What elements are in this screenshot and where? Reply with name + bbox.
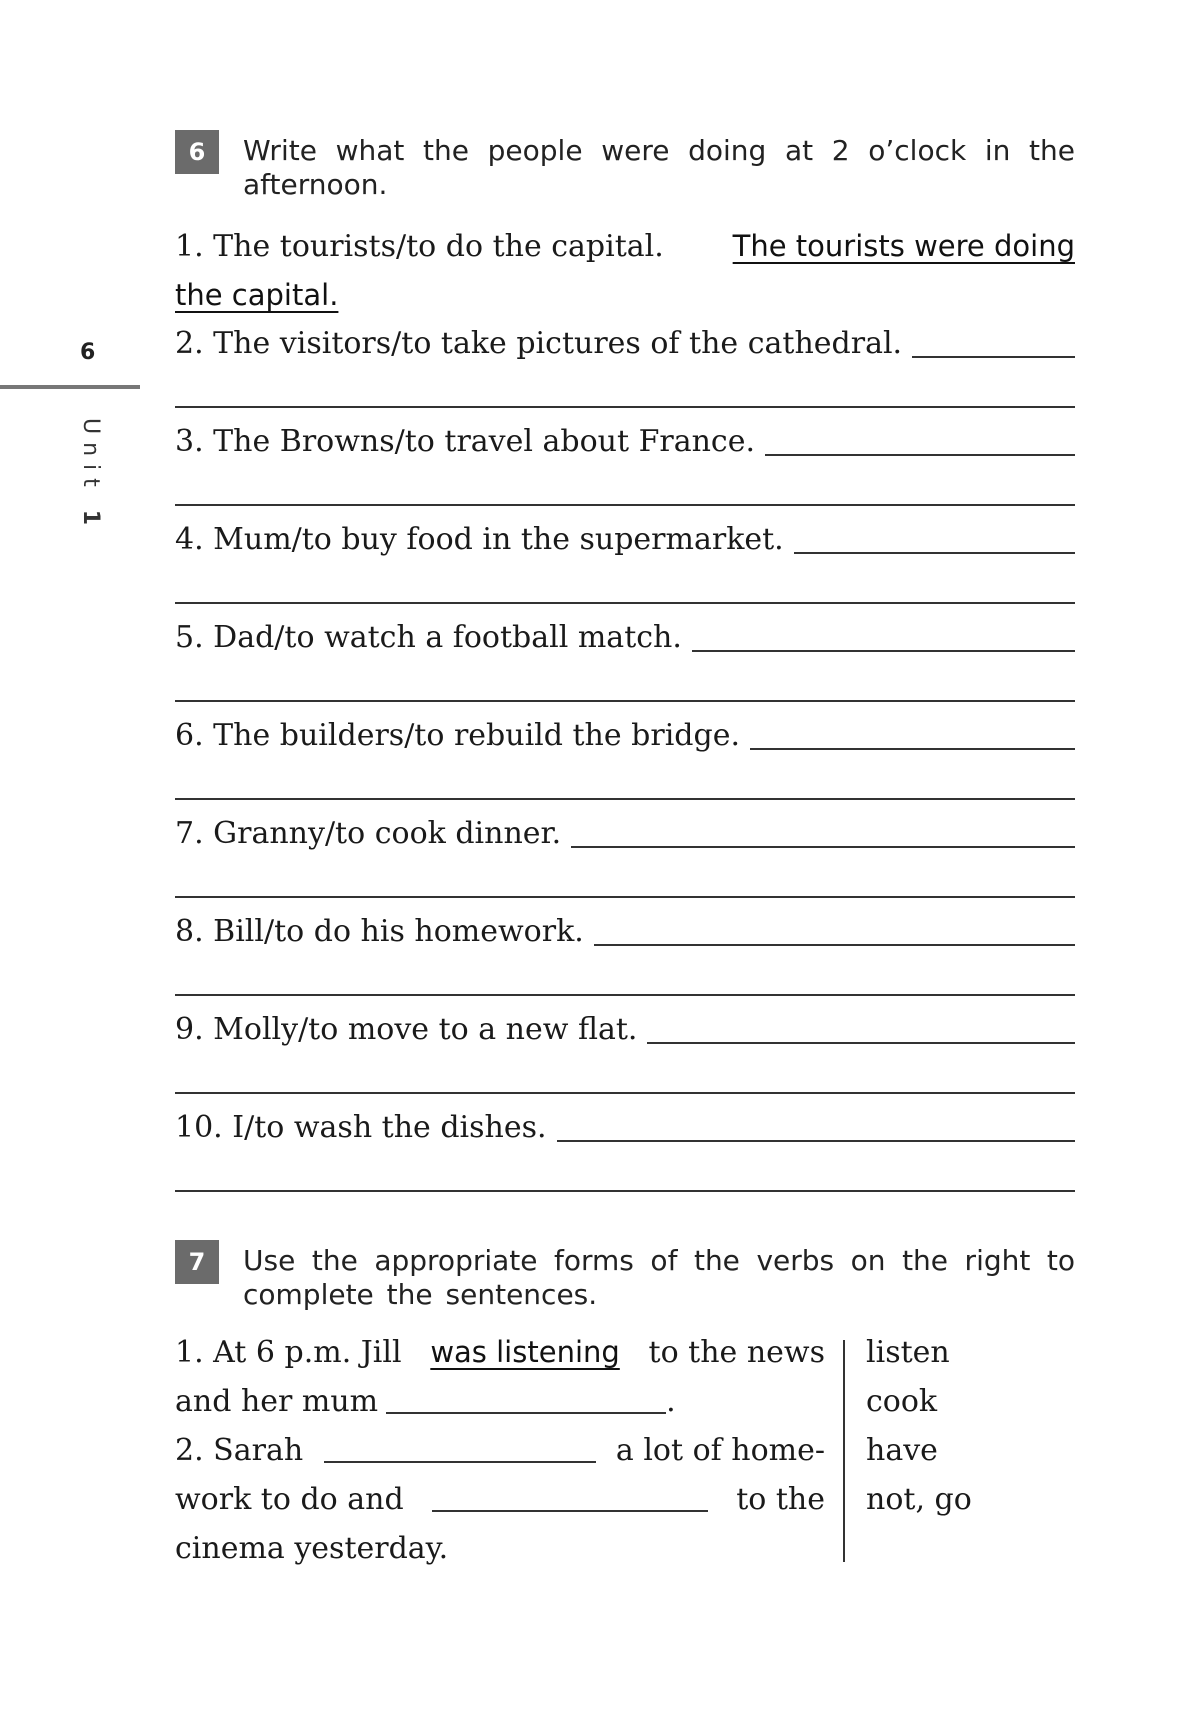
answer-blank[interactable] — [794, 526, 1075, 554]
unit-number: 1 — [78, 509, 103, 534]
s2-blank-1[interactable] — [324, 1439, 596, 1463]
exercise-6-item — [175, 810, 1075, 858]
answer-line[interactable] — [175, 1190, 1075, 1192]
answer-line[interactable] — [175, 504, 1075, 506]
verb-list — [866, 1328, 972, 1524]
answer-line[interactable] — [175, 1092, 1075, 1094]
unit-label — [78, 418, 103, 533]
item-prompt: 7. Granny/to cook dinner. — [175, 816, 562, 851]
verb-item: cook — [866, 1384, 938, 1419]
answer-line[interactable] — [175, 798, 1075, 800]
exercise-6-item — [175, 712, 1075, 760]
verb-column-divider — [843, 1340, 845, 1562]
page-number: 6 — [80, 340, 96, 365]
item-prompt: 9. Molly/to move to a new flat. — [175, 1012, 638, 1047]
verb-item: not, go — [866, 1482, 972, 1517]
exercise-6-item — [175, 614, 1075, 662]
s1-part1: 1. At 6 p.m. Jill — [175, 1335, 402, 1370]
s2-blank-2[interactable] — [432, 1488, 708, 1512]
answer-line[interactable] — [175, 896, 1075, 898]
exercise-7-sentences — [175, 1328, 825, 1573]
verb-item: have — [866, 1433, 938, 1468]
exercise-6-item — [175, 418, 1075, 466]
item-prompt: 5. Dad/to watch a football match. — [175, 620, 682, 655]
s2-part2: a lot of home- — [615, 1433, 825, 1468]
answer-blank[interactable] — [750, 722, 1075, 750]
exercise-6-item — [175, 1104, 1075, 1152]
answer-line[interactable] — [175, 700, 1075, 702]
s1-answer: was listening — [430, 1335, 620, 1369]
answer-blank[interactable] — [765, 428, 1075, 456]
answer-blank[interactable] — [571, 820, 1075, 848]
exercise-6-instruction: Write what the people were doing at 2 o’clock in the afternoon. — [243, 134, 1075, 201]
exercise-6-item — [175, 516, 1075, 564]
item-prompt: 3. The Browns/to travel about France. — [175, 424, 756, 459]
exercise-7-instruction: Use the appropriate forms of the verbs on the right to complete the sentences. — [243, 1244, 1075, 1311]
s1-end: . — [666, 1384, 676, 1419]
verb-item: listen — [866, 1335, 950, 1370]
exercise-6-item — [175, 320, 1075, 368]
unit-word: Unit — [78, 418, 103, 495]
answer-blank[interactable] — [912, 330, 1075, 358]
s1-blank[interactable] — [386, 1390, 666, 1414]
answer-blank[interactable] — [647, 1016, 1075, 1044]
answer-line[interactable] — [175, 994, 1075, 996]
item-prompt: 8. Bill/to do his homework. — [175, 914, 584, 949]
item-prompt: 2. The visitors/to take pictures of the cathedral. — [175, 326, 903, 361]
s2-part1: 2. Sarah — [175, 1433, 304, 1468]
item-1-answer-line-2: the capital. — [175, 278, 339, 312]
answer-line[interactable] — [175, 406, 1075, 408]
answer-blank[interactable] — [557, 1114, 1075, 1142]
margin-divider — [0, 385, 140, 389]
exercise-6-number: 6 — [175, 130, 219, 174]
answer-blank[interactable] — [692, 624, 1075, 652]
exercise-7-number: 7 — [175, 1240, 219, 1284]
item-prompt: 4. Mum/to buy food in the supermarket. — [175, 522, 784, 557]
exercise-6-item — [175, 908, 1075, 956]
answer-blank[interactable] — [594, 918, 1075, 946]
exercise-6-item — [175, 1006, 1075, 1054]
s2-part5: cinema yesterday. — [175, 1531, 449, 1566]
s1-part3: and her mum — [175, 1384, 379, 1419]
item-prompt: 6. The builders/to rebuild the bridge. — [175, 718, 741, 753]
item-1-prompt: 1. The tourists/to do the capital. — [175, 229, 664, 264]
s1-part2: to the news — [648, 1335, 825, 1370]
answer-line[interactable] — [175, 602, 1075, 604]
item-prompt: 10. I/to wash the dishes. — [175, 1110, 547, 1145]
s2-part4: to the — [736, 1482, 825, 1517]
item-1-answer-line-1: The tourists were doing — [732, 229, 1075, 263]
exercise-6-item-1 — [175, 222, 1075, 320]
s2-part3: work to do and — [175, 1482, 404, 1517]
